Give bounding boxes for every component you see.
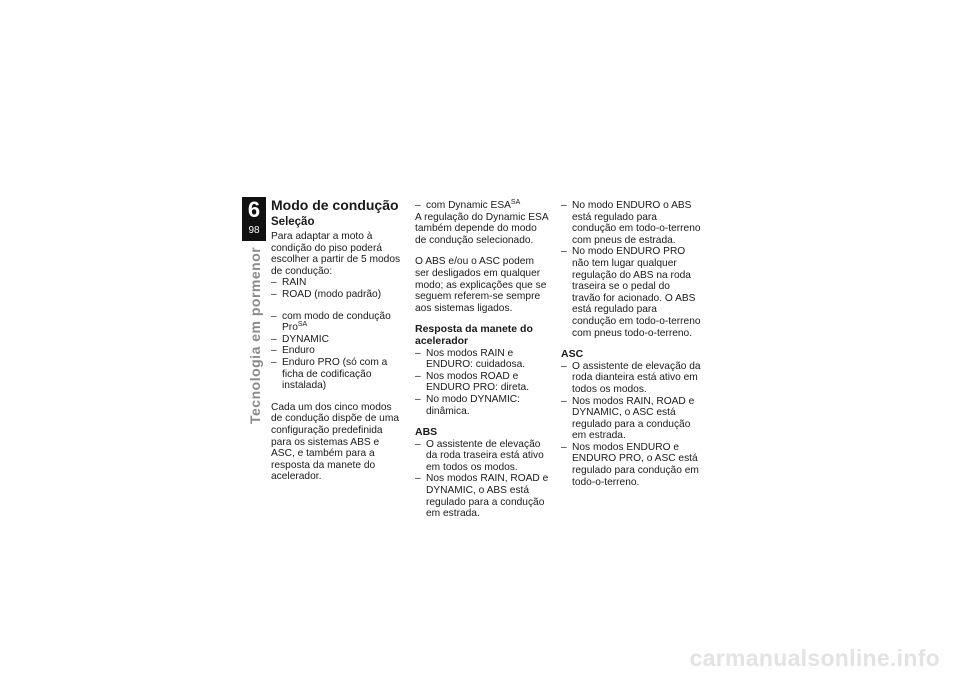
list-item: – No modo ENDURO o ABS está regulado para condução em todo-o-terreno com pneus de estrada. bbox=[561, 200, 701, 246]
list-item: – Nos modos ENDURO e ENDURO PRO, o ASC está regulado para condução em todo-o-terreno. bbox=[561, 442, 701, 488]
asc-list bbox=[561, 361, 701, 489]
chapter-tab bbox=[242, 197, 266, 241]
list-item: – Nos modos ROAD e ENDURO PRO: direta. bbox=[415, 371, 550, 394]
sa-superscript: SA bbox=[297, 321, 308, 329]
list-item: – O assistente de elevação da roda dianteira está ativo em todos os modos. bbox=[561, 361, 701, 396]
intro-paragraph: Para adaptar a moto à condição do piso poderá escolher a partir de 5 modos de condução: bbox=[271, 231, 401, 277]
asc-heading: ASC bbox=[561, 348, 584, 361]
list-item: – Nos modos RAIN, ROAD e DYNAMIC, o ASC está regulado para a condução em estrada. bbox=[561, 396, 701, 442]
list-item: – RAIN bbox=[271, 277, 403, 289]
list-item: – No modo ENDURO PRO não tem lugar qualquer regulação do ABS na roda traseira se o pedal do travão for acionado. O ABS está regulado para condução em todo-o-terreno com pneus todo-o-terreno. bbox=[561, 246, 701, 339]
list-item: – Nos modos RAIN, ROAD e DYNAMIC, o ABS está regulado para a condução em estrada. bbox=[415, 473, 550, 519]
list-item: – DYNAMIC bbox=[271, 334, 403, 346]
list-item: – Enduro bbox=[271, 345, 403, 357]
abs-list-continued bbox=[561, 200, 701, 339]
chapter-title-vertical: Tecnologia em pormenor bbox=[247, 246, 263, 424]
section-heading: Modo de condução bbox=[271, 197, 399, 213]
column-3 bbox=[561, 200, 701, 488]
list-item: – Nos modos RAIN e ENDURO: cuidadosa. bbox=[415, 348, 550, 371]
list-item: – No modo DYNAMIC: dinâmica. bbox=[415, 394, 550, 417]
chapter-number: 6 bbox=[247, 197, 261, 222]
page-number: 98 bbox=[248, 225, 260, 236]
mode-list-extra bbox=[271, 311, 403, 392]
sa-superscript: SA bbox=[510, 199, 521, 206]
body-paragraph: Cada um dos cinco modos de condução dispõe de uma configuração predefinida para os sistemas ABS e ASC, e também para a resposta da manete do acelerador. bbox=[271, 401, 400, 483]
body-paragraph: O ABS e/ou o ASC podem ser desligados em qualquer modo; as explicações que se seguem referem-se sempre aos sistemas ligados. bbox=[415, 256, 547, 314]
subsection-heading: Seleção bbox=[271, 216, 315, 228]
throttle-heading: Resposta da manete do acelerador bbox=[415, 323, 533, 347]
watermark: carmanualsonline.info bbox=[689, 645, 940, 671]
column-2 bbox=[415, 200, 550, 520]
list-item: – ROAD (modo padrão) bbox=[271, 289, 403, 301]
abs-heading: ABS bbox=[415, 426, 438, 439]
abs-list bbox=[415, 439, 550, 520]
list-item bbox=[415, 200, 550, 212]
list-item bbox=[271, 311, 403, 334]
body-paragraph: A regulação do Dynamic ESA também depende do modo de condução selecionado. bbox=[415, 211, 549, 246]
throttle-list bbox=[415, 348, 550, 418]
column-1 bbox=[271, 197, 403, 483]
esa-list bbox=[415, 200, 550, 212]
list-item-text: com Dynamic ESA bbox=[426, 200, 511, 211]
list-item: – O assistente de elevação da roda traseira está ativo em todos os modos. bbox=[415, 439, 550, 474]
mode-list bbox=[271, 277, 403, 300]
list-item: – Enduro PRO (só com a ficha de codificação instalada) bbox=[271, 357, 403, 392]
list-item-text: com modo de condução Pro bbox=[282, 310, 391, 334]
